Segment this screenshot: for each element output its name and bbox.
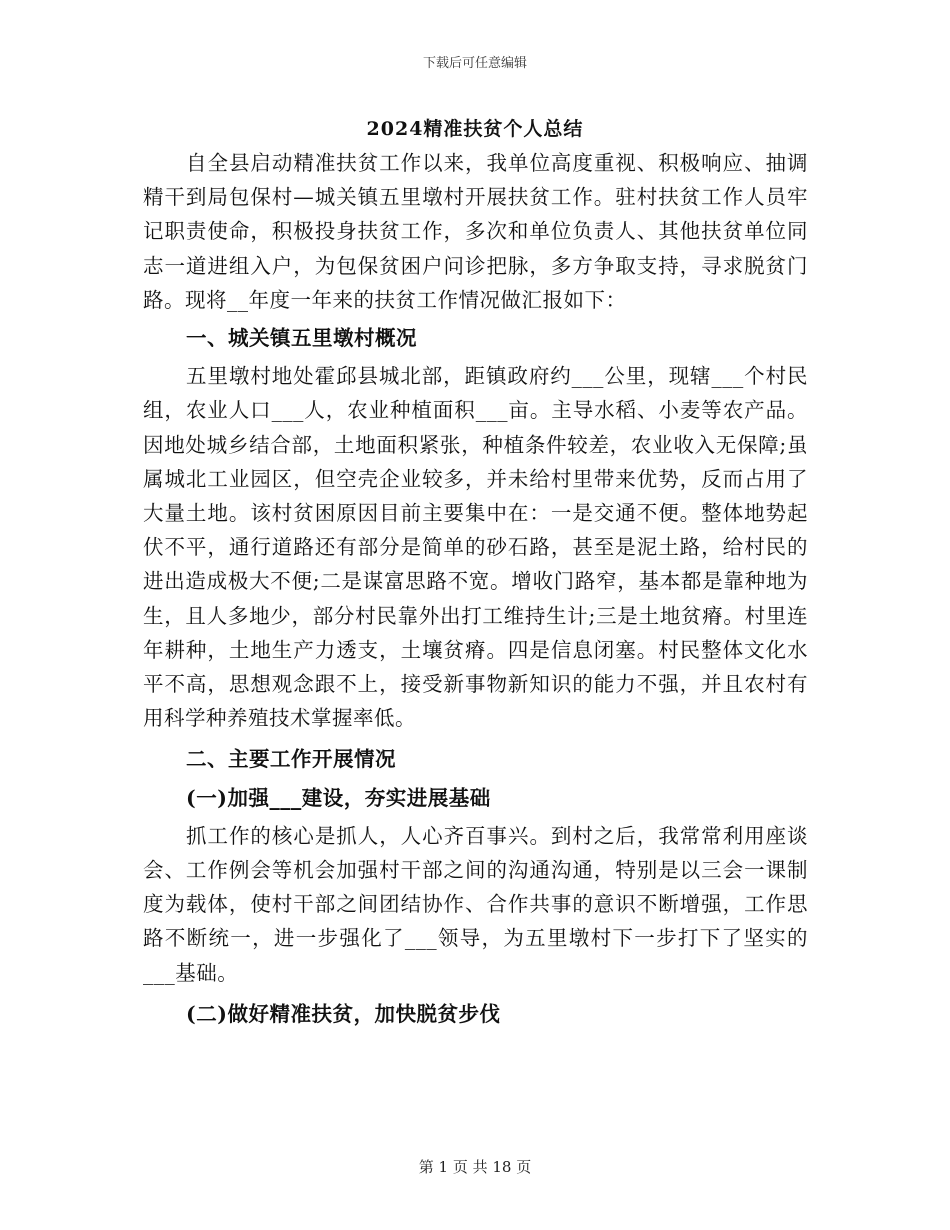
document-title: 2024精准扶贫个人总结 [366, 118, 584, 140]
subsection-2-heading: (二)做好精准扶贫，加快脱贫步伐 [186, 1001, 501, 1026]
intro-paragraph: 自全县启动精准扶贫工作以来，我单位高度重视、积极响应、抽调精干到局包保村—城关镇五里墩村开展扶贫工作。驻村扶贫工作人员牢记职责使命，积极投身扶贫工作，多次和单位负责人、其他扶贫单位同志一道进组入户，为包保贫困户问诊把脉，多方争取支持，寻求脱贫门路。现将__年度一年来的扶贫工作情况做汇报如下： [143, 151, 808, 312]
section-2-heading: 二、主要工作开展情况 [186, 747, 397, 772]
header-note: 下载后可任意编辑 [422, 56, 527, 71]
page-number-footer: 第 1 页 共 18 页 [418, 1158, 532, 1176]
document-body [143, 146, 808, 1031]
subsection-1-heading: (一)加强___建设，夯实进展基础 [186, 785, 491, 810]
section-1-paragraph: 五里墩村地处霍邱县城北部，距镇政府约___公里，现辖___个村民组，农业人口___人，农业种植面积___亩。主导水稻、小麦等农产品。因地处城乡结合部，土地面积紧张，种植条件较差，农业收入无保障;虽属城北工业园区，但空壳企业较多，并未给村里带来优势，反而占用了大量土地。该村贫困原因目前主要集中在：一是交通不便。整体地势起伏不平，通行道路还有部分是简单的砂石路，甚至是泥土路，给村民的进出造成极大不便;二是谋富思路不宽。增收门路窄，基本都是靠种地为生，且人多地少，部分村民靠外出打工维持生计;三是土地贫瘠。村里连年耕种，土地生产力透支，土壤贫瘠。四是信息闭塞。村民整体文化水平不高，思想观念跟不上，接受新事物新知识的能力不强，并且农村有用科学种养殖技术掌握率低。 [143, 364, 808, 731]
subsection-1-paragraph: 抓工作的核心是抓人，人心齐百事兴。到村之后，我常常利用座谈会、工作例会等机会加强村干部之间的沟通沟通，特别是以三会一课制度为载体，使村干部之间团结协作、合作共事的意识不断增强，工作思路不断统一，进一步强化了___领导，为五里墩村下一步打下了坚实的___基础。 [143, 823, 808, 985]
section-1-heading: 一、城关镇五里墩村概况 [186, 326, 418, 351]
